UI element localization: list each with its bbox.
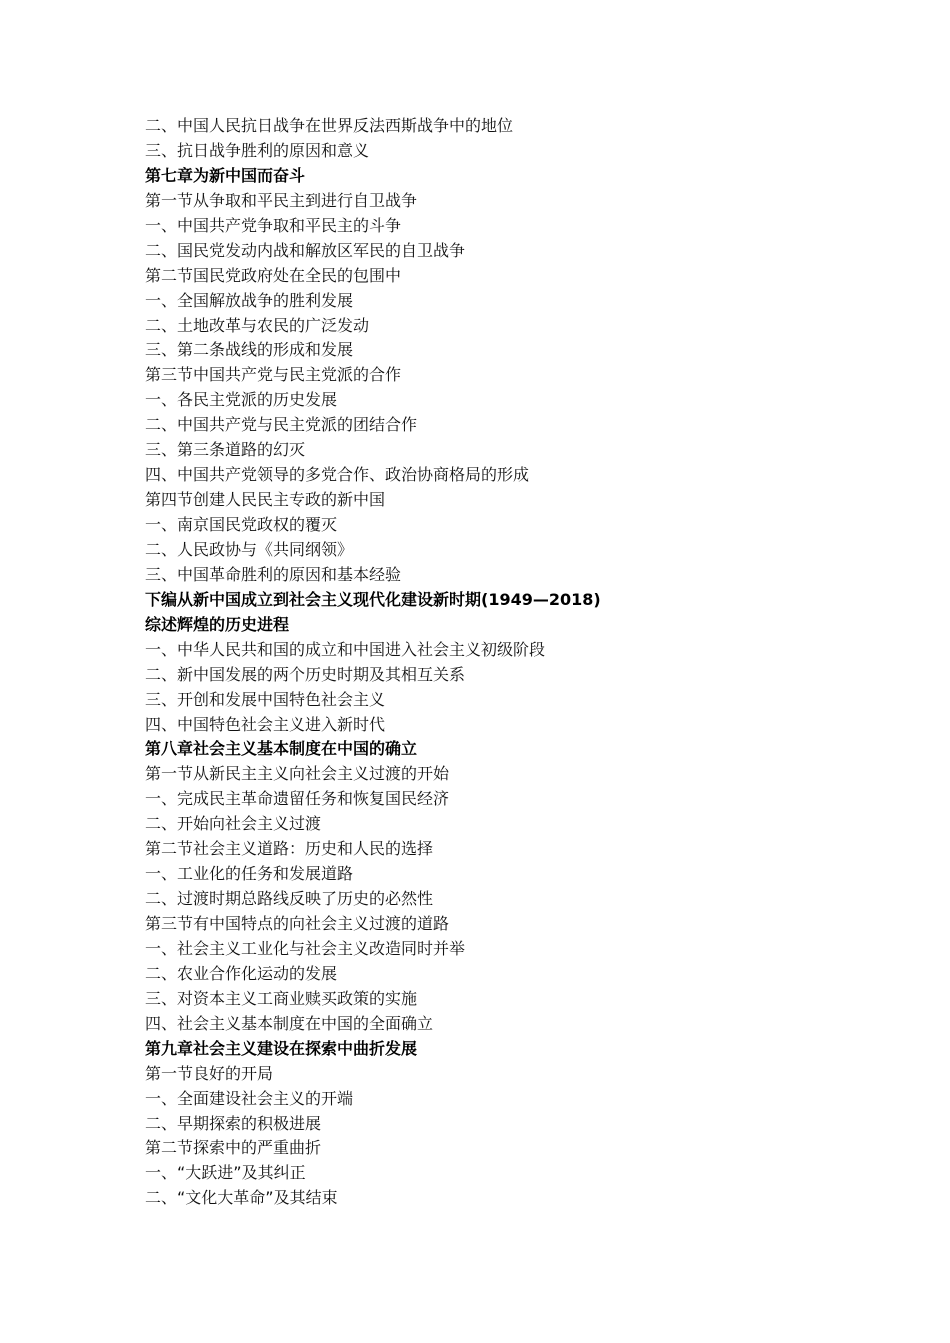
- outline-line: 四、中国共产党领导的多党合作、政治协商格局的形成: [145, 465, 530, 485]
- outline-line: 第三节中国共产党与民主党派的合作: [145, 365, 402, 385]
- outline-line: 一、各民主党派的历史发展: [145, 390, 338, 410]
- outline-line: 第四节创建人民民主专政的新中国: [145, 490, 386, 510]
- outline-line: 二、过渡时期总路线反映了历史的必然性: [145, 889, 434, 909]
- outline-line: 第三节有中国特点的向社会主义过渡的道路: [145, 914, 450, 933]
- outline-line: 一、全面建设社会主义的开端: [145, 1088, 354, 1108]
- outline-line: 三、第三条道路的幻灭: [145, 440, 306, 460]
- chapter-heading: 第八章社会主义基本制度在中国的确立: [145, 739, 418, 759]
- outline-line: 二、早期探索的积极进展: [145, 1113, 322, 1133]
- outline-line: 二、人民政协与《共同纲领》: [145, 539, 354, 559]
- outline-line: 第二节探索中的严重曲折: [145, 1138, 322, 1158]
- outline-line: 一、中国共产党争取和平民主的斗争: [145, 215, 402, 235]
- outline-line: 二、中国人民抗日战争在世界反法西斯战争中的地位: [145, 116, 514, 135]
- outline-line: 一、“大跃进”及其纠正: [145, 1163, 306, 1183]
- outline-line: 二、新中国发展的两个历史时期及其相互关系: [145, 664, 466, 684]
- outline-line: 三、开创和发展中国特色社会主义: [145, 689, 386, 709]
- chapter-heading: 第七章为新中国而奋斗: [145, 165, 306, 185]
- outline-line: 二、土地改革与农民的广泛发动: [145, 315, 370, 335]
- outline-line: 二、中国共产党与民主党派的团结合作: [145, 415, 418, 435]
- outline-line: 一、工业化的任务和发展道路: [145, 864, 354, 884]
- outline-line: 第一节良好的开局: [145, 1063, 274, 1083]
- chapter-heading: 第九章社会主义建设在探索中曲折发展: [145, 1038, 418, 1058]
- outline-line: 二、国民党发动内战和解放区军民的自卫战争: [145, 240, 466, 260]
- outline-line: 四、社会主义基本制度在中国的全面确立: [145, 1013, 434, 1033]
- outline-line: 一、南京国民党政权的覆灭: [145, 515, 338, 534]
- outline-line: 三、第二条战线的形成和发展: [145, 340, 354, 360]
- outline-line: 一、社会主义工业化与社会主义改造同时并举: [145, 938, 466, 958]
- outline-line: 二、农业合作化运动的发展: [145, 963, 338, 983]
- outline-line: 四、中国特色社会主义进入新时代: [145, 714, 386, 734]
- outline-line: 一、中华人民共和国的成立和中国进入社会主义初级阶段: [145, 639, 546, 659]
- outline-line: 第二节社会主义道路：历史和人民的选择: [145, 839, 434, 859]
- outline-line: 一、完成民主革命遗留任务和恢复国民经济: [145, 789, 450, 809]
- outline-line: 第一节从新民主主义向社会主义过渡的开始: [145, 764, 450, 784]
- outline-line: 一、全国解放战争的胜利发展: [145, 290, 354, 310]
- chapter-heading: 下编从新中国成立到社会主义现代化建设新时期(1949—2018): [145, 589, 601, 609]
- outline-line: 二、开始向社会主义过渡: [145, 814, 322, 834]
- chapter-heading: 综述辉煌的历史进程: [145, 614, 290, 634]
- outline-line: 第一节从争取和平民主到进行自卫战争: [145, 190, 418, 210]
- outline-line: 三、中国革命胜利的原因和基本经验: [145, 564, 402, 584]
- outline-line: 三、对资本主义工商业赎买政策的实施: [145, 988, 418, 1008]
- outline-list: [145, 114, 905, 1211]
- outline-line: 三、抗日战争胜利的原因和意义: [145, 140, 370, 160]
- outline-line: 二、“文化大革命”及其结束: [145, 1188, 338, 1208]
- outline-line: 第二节国民党政府处在全民的包围中: [145, 265, 402, 285]
